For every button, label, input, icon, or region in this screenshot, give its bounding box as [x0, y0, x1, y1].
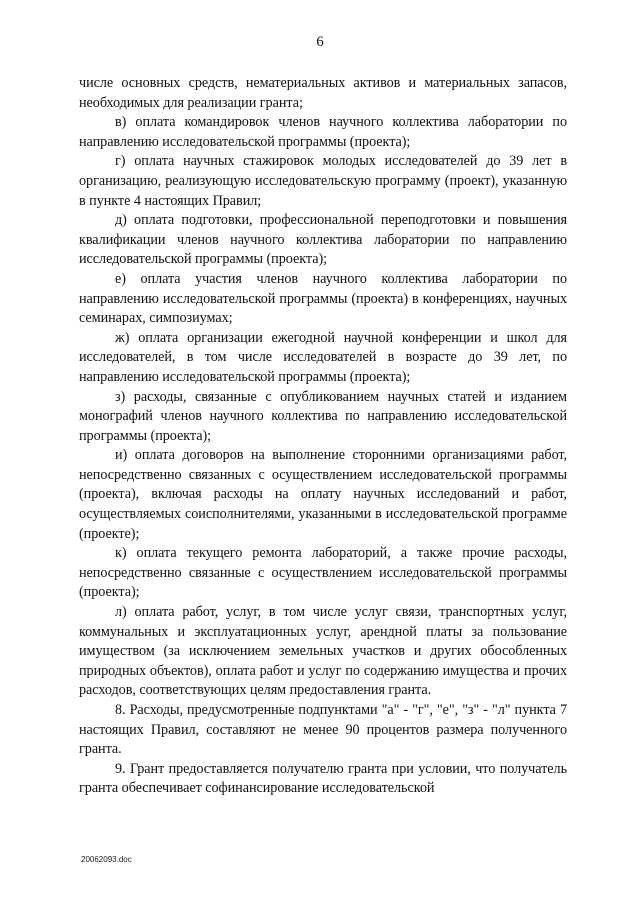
- paragraph: л) оплата работ, услуг, в том числе услуг связи, транспортных услуг, коммунальных и эксплуатационных услуг, арендной платы за пользование имуществом (за исключением земельных участков и других обособленных природных объектов), оплата работ и услуг по содержанию имущества и прочих расходов, соответствующих целям предоставления гранта.: [79, 604, 567, 699]
- paragraph: 9. Грант предоставляется получателю гранта при условии, что получатель гранта обеспечивает софинансирование исследовательской: [79, 760, 567, 797]
- paragraph: к) оплата текущего ремонта лабораторий, а также прочие расходы, непосредственно связанные с осуществлением исследовательской программы (проекта);: [79, 545, 567, 601]
- paragraph: з) расходы, связанные с опубликованием научных статей и изданием монографий членов научного коллектива по направлению исследовательской программы (проекта);: [79, 388, 567, 444]
- document-body: [79, 74, 567, 799]
- footer-filename: 20062093.doc: [81, 855, 132, 864]
- paragraph: е) оплата участия членов научного коллектива лаборатории по направлению исследовательской программы (проекта) в конференциях, научных семинарах, симпозиумах;: [79, 270, 567, 327]
- paragraph: д) оплата подготовки, профессиональной переподготовки и повышения квалификации членов научного коллектива лаборатории по направлению исследовательской программы (проекта);: [79, 212, 567, 268]
- page-number: 6: [316, 34, 324, 50]
- paragraph: в) оплата командировок членов научного коллектива лаборатории по направлению исследовательской программы (проекта);: [79, 114, 567, 150]
- paragraph: и) оплата договоров на выполнение сторонними организациями работ, непосредственно связанных с осуществлением исследовательской программы (проекта), включая расходы на оплату научных исследований и работ, осуществляемых соисполнителями, указанными в исследовательской программе (проекте);: [79, 447, 567, 542]
- paragraph: г) оплата научных стажировок молодых исследователей до 39 лет в организацию, реализующую исследовательскую программу (проект), указанную в пункте 4 настоящих Правил;: [79, 153, 567, 209]
- paragraph: 8. Расходы, предусмотренные подпунктами "а" - "г", "е", "з" - "л" пункта 7 настоящих Правил, составляют не менее 90 процентов размера полученного гранта.: [79, 702, 567, 758]
- paragraph: числе основных средств, нематериальных активов и материальных запасов, необходимых для реализации гранта;: [79, 75, 567, 111]
- paragraph: ж) оплата организации ежегодной научной конференции и школ для исследователей, в том числе исследователей в возрасте до 39 лет, по направлению исследовательской программы (проекта);: [79, 329, 567, 385]
